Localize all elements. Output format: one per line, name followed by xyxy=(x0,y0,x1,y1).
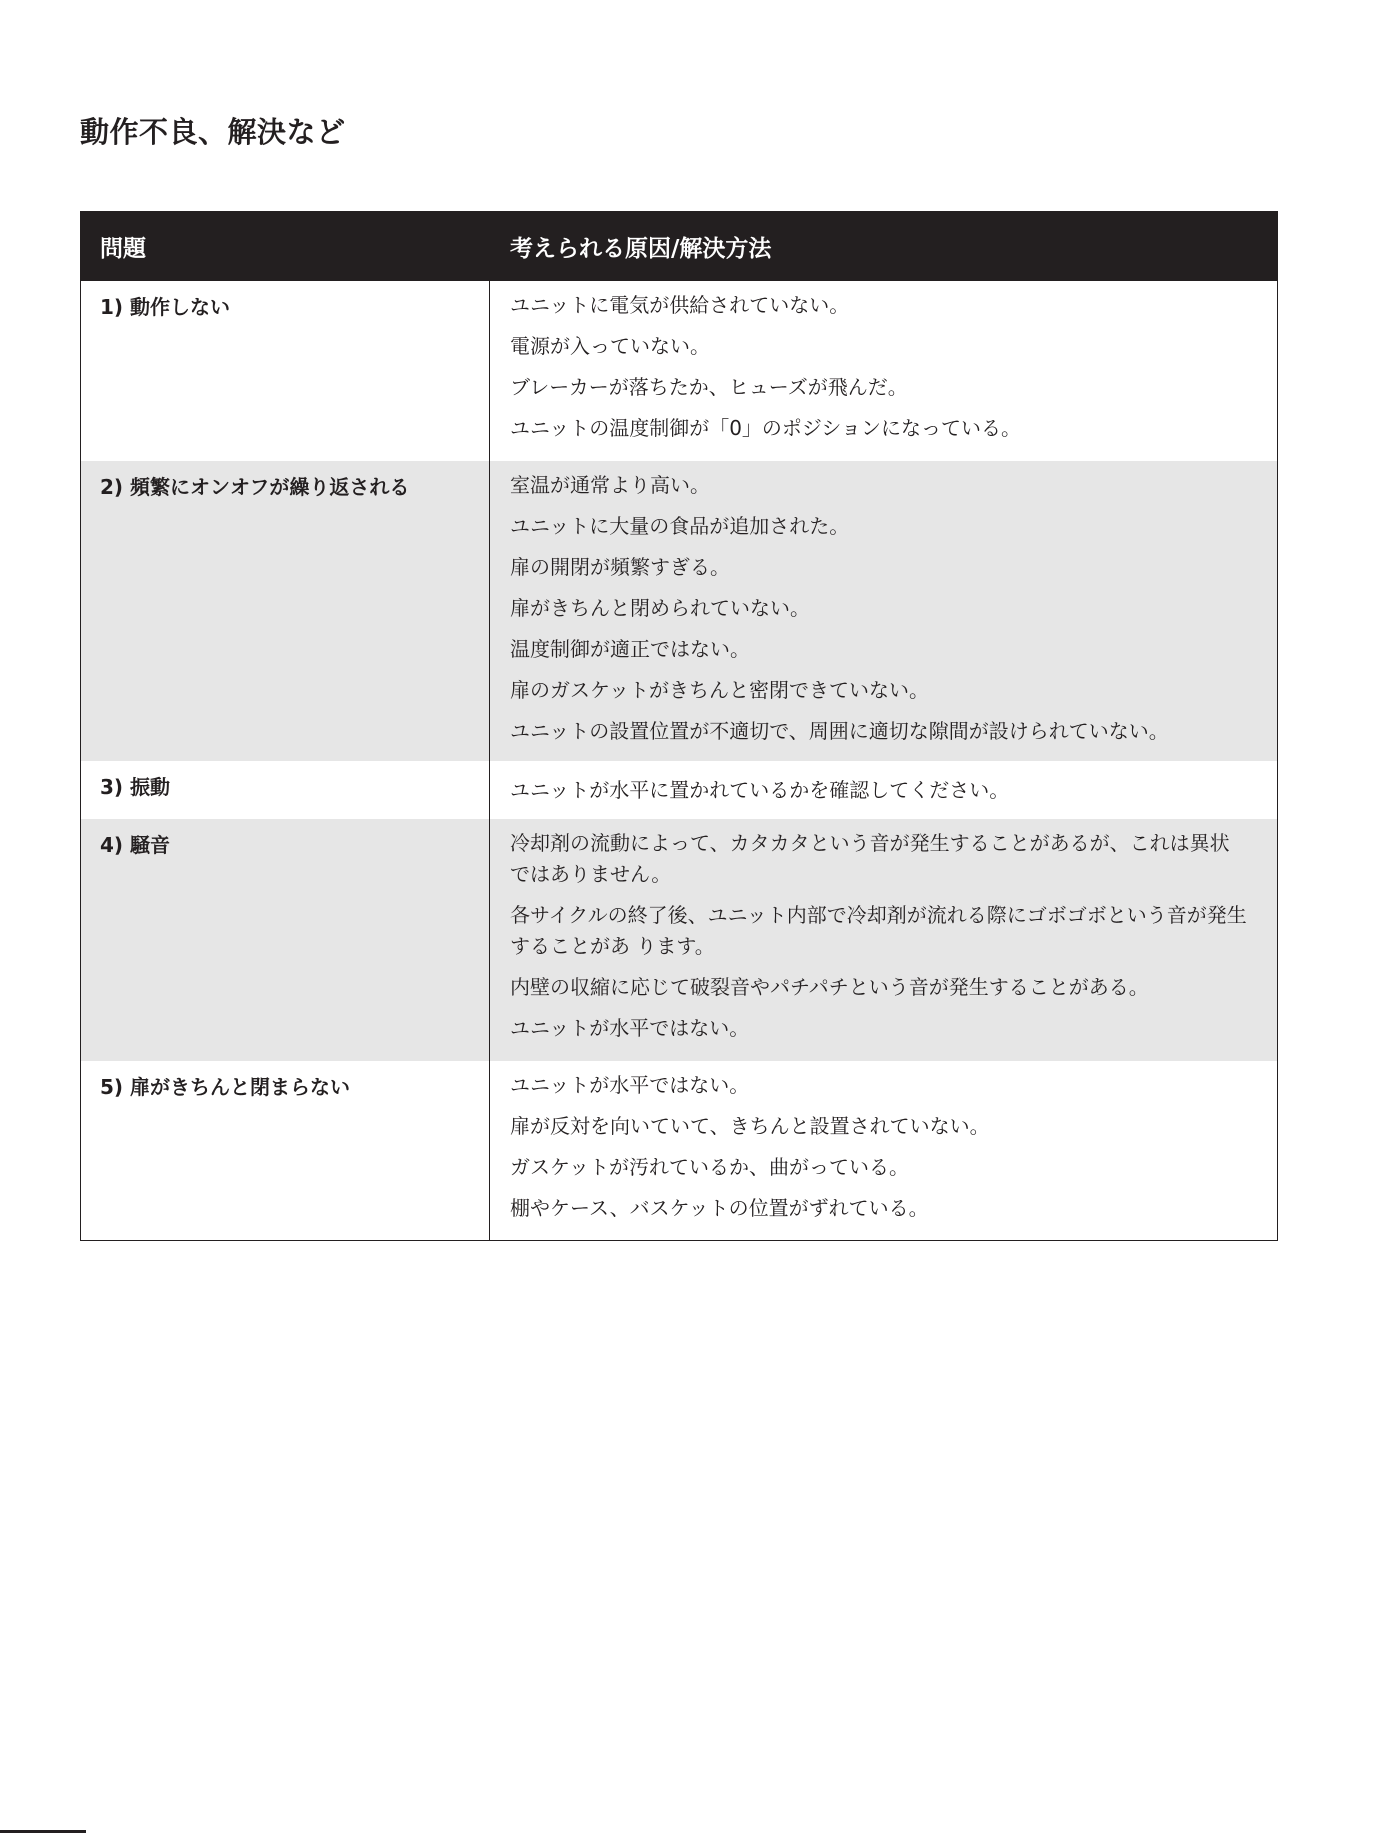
cause-item: 冷却剤の流動によって、カタカタという音が発生することがあるが、これは異状ではありません。 xyxy=(510,831,1230,886)
cause-cell xyxy=(490,819,1277,1061)
cause-item: 扉の開閉が頻繁すぎる。 xyxy=(510,555,730,579)
table-row xyxy=(81,819,1277,1061)
cause-item: 扉が反対を向いていて、きちんと設置されていない。 xyxy=(510,1114,990,1138)
cause-item: 電源が入っていない。 xyxy=(510,334,710,358)
cause-item: 扉がきちんと閉められていない。 xyxy=(510,596,810,620)
table-row xyxy=(81,281,1277,461)
cause-item: ユニットに電気が供給されていない。 xyxy=(510,293,850,317)
cause-item: 室温が通常より高い。 xyxy=(510,473,710,497)
cause-cell xyxy=(490,281,1277,461)
cause-item: ユニットが水平ではない。 xyxy=(510,1073,750,1097)
problem-cell: 4) 騒音 xyxy=(81,819,490,1061)
header-problem: 問題 xyxy=(100,235,146,262)
cause-item: ユニットの温度制御が「0」のポジションになっている。 xyxy=(510,416,1022,440)
problem-cell: 5) 扉がきちんと閉まらない xyxy=(81,1061,490,1240)
problem-cell: 1) 動作しない xyxy=(81,281,490,461)
cause-item: ユニットの設置位置が不適切で、周囲に適切な隙間が設けられていない。 xyxy=(510,719,1169,743)
table-row xyxy=(81,461,1277,761)
page-title: 動作不良、解決など xyxy=(80,115,346,149)
cause-item: ユニットが水平に置かれているかを確認してください。 xyxy=(510,778,1010,802)
cause-cell xyxy=(490,461,1277,761)
header-cause: 考えられる原因/解決方法 xyxy=(510,235,772,262)
cause-item: ブレーカーが落ちたか、ヒューズが飛んだ。 xyxy=(510,375,908,399)
cause-item: 温度制御が適正ではない。 xyxy=(510,637,750,661)
problem-cell: 2) 頻繁にオンオフが繰り返される xyxy=(81,461,490,761)
cause-item: ユニットが水平ではない。 xyxy=(510,1016,750,1040)
cause-cell xyxy=(490,1061,1277,1240)
problem-cell: 3) 振動 xyxy=(81,761,490,819)
cause-item: 扉のガスケットがきちんと密閉できていない。 xyxy=(510,678,929,702)
cause-item: ガスケットが汚れているか、曲がっている。 xyxy=(510,1155,909,1179)
cause-item: 内壁の収縮に応じて破裂音やパチパチという音が発生することがある。 xyxy=(510,975,1149,999)
table-row xyxy=(81,1061,1277,1240)
troubleshooting-table xyxy=(80,211,1278,1241)
cause-item: 各サイクルの終了後、ユニット内部で冷却剤が流れる際にゴボゴボという音が発生することがあ ります。 xyxy=(510,903,1247,958)
cause-item: 棚やケース、バスケットの位置がずれている。 xyxy=(510,1196,929,1220)
table-row xyxy=(81,761,1277,819)
cause-item: ユニットに大量の食品が追加された。 xyxy=(510,514,850,538)
table-header-row xyxy=(81,211,1277,281)
cause-cell xyxy=(490,761,1277,819)
